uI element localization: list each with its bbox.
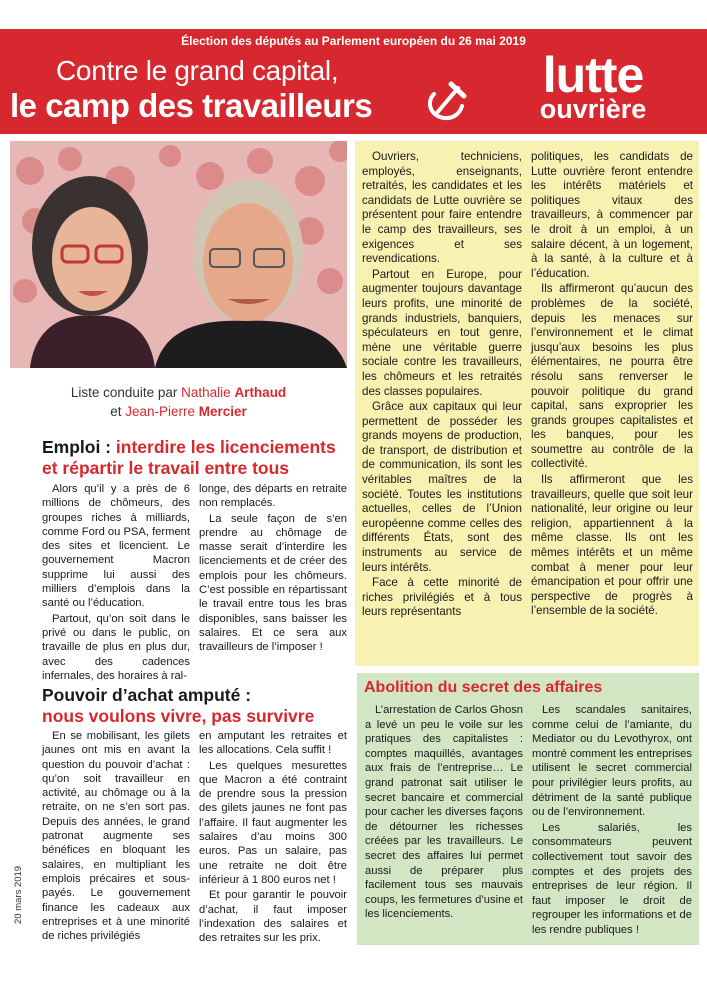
green-col2: Les scandales sanitaires, comme celui de l’amiante, du Mediator ou du Levothyrox, ont montré comment les entreprises utilisent le secret commercial pour privilégier leurs profits, au détriment de la santé publique ou de l’environnement. Les salariés, les consommateurs peuvent collectivement tout savoir des comptes et des projets des entreprises de leur région. Il faut imposer le droit de regrouper les informations et de les rendre publiques ! — [532, 704, 692, 936]
side-date: 20 mars 2019 — [13, 865, 24, 924]
yellow-col1: Ouvriers, techniciens, employés, enseignants, retraités, les candidates et les candidats de Lutte ouvrière se présentent pour faire entendre le camp des travailleurs, ses exigences et ses revendications. Partout en Europe, pour augmenter toujours davantage leurs profits, une minorité de grands industriels, banquiers, spéculateurs en tout genre, mène une véritable guerre sociale contre les travailleurs, les chômeurs et les retraités des classes populaires. Grâce aux capitaux qui leur permettent de posséder les grands moyens de production, de transport, de distribution et de communication, ils sont les véritables maîtres de la société. Toutes les institutions actuelles, celles de l’Union européenne comme celles des différents États, sont des instruments au service de leurs intérêts. Face à cette minorité de riches privilégiés et à tous leurs représentants — [362, 150, 522, 619]
election-line: Élection des députés au Parlement européen du 26 mai 2019 — [181, 34, 526, 48]
headline-line1: Contre le grand capital, — [56, 55, 339, 86]
candidates-photo — [10, 141, 347, 368]
headline-line2: le camp des travailleurs — [10, 87, 373, 124]
hammer-sickle-icon — [424, 80, 468, 122]
photo-caption: Liste conduite par Nathalie Arthaud et Jean-Pierre Mercier — [70, 385, 287, 419]
logo-word-ouvriere: ouvrière — [539, 94, 647, 124]
yellow-col2: politiques, les candidats de Lutte ouvrière feront entendre les intérêts matériels et politiques vitaux des travailleurs, à commencer par le droit à un emploi, à un salaire décent, à un logement, à la santé, à la culture et à l’éducation. Ils affirmeront qu’aucun des problèmes de la société, depuis les menaces sur l’environnement et le climat jusqu’aux besoins les plus élémentaires, ne pourra être résolu sans renverser le pouvoir politique du grand capital, sans exproprier les grands groupes capitalistes et les banques, pour les soumettre au contrôle de la collectivité. Ils affirmeront que les travailleurs, quelle que soit leur nationalité, leur origine ou leur religion, appartiennent à la même classe. Ils ont les mêmes intérêts et un même combat à mener pour leur émancipation et pour offrir une perspective de progrès à l’ensemble de la société. — [531, 150, 693, 618]
green-box-title: Abolition du secret des affaires — [364, 679, 603, 696]
emploi-col2: longe, des départs en retraite non remplacés. La seule façon de s’en prendre au chômage de masse serait d’interdire les licenciements et de créer des emplois pour les chômeurs. C’est possible en répartissant le travail entre tous les bras disponibles, sans baisser les salaires. Et ce sera aux travailleurs de l’imposer ! — [199, 483, 347, 654]
green-col1: L’arrestation de Carlos Ghosn a levé un peu le voile sur les pratiques des capitalistes : comptes maquillés, avantages aux frais de l’entreprise… Le grand patronat sait utiliser le secret bancaire et commercial pour cacher les diverses façons de détourner les richesses créées par les travailleurs. Le secret des affaires lui permet aussi de préparer plus facilement tous ses mauvais coups, les fermetures d’usine et les licenciements. — [365, 704, 524, 921]
emploi-col1: Alors qu’il y a près de 6 millions de chômeurs, des groupes riches à milliards, comme Ford ou PSA, ferment des sites et licencient. Le gouvernement Macron supprime lui aussi des milliers d’emplois dans la santé ou l’éducation. Partout, qu’on soit dans le privé ou dans le public, on travaille de plus en plus dur, avec des cadences infernales, des horaires à ral- — [42, 483, 190, 682]
lutte-ouvriere-logo — [488, 47, 698, 128]
pouvoir-heading: Pouvoir d’achat amputé : nous voulons vivre, pas survivre — [42, 685, 315, 726]
pouvoir-col2: en amputant les retraites et les allocations. Cela suffit ! Les quelques mesurettes que Macron a été contraint de prendre sous la pression des gilets jaunes ne font pas l’affaire. Il faut augmenter les salaires d’au moins 300 euros. Pas un salaire, pas une retraite ne doit être inférieur à 1 800 euros net ! Et pour garantir le pouvoir d’achat, il faut imposer l’indexation des salaires et des retraites sur les prix. — [199, 730, 347, 945]
pouvoir-col1: En se mobilisant, les gilets jaunes ont mis en avant la question du pouvoir d’achat : qu’on soit travailleur en activité, au chômage ou à la retraite, on ne s’en sort pas. Depuis des années, le grand patronat augmente ses bénéfices en bloquant les salaires, en multipliant les emplois précaires et sous-payés. Le gouvernement finance les cadeaux aux entreprises et à une minorité de riches privilégiés — [42, 730, 190, 943]
logo-word-lutte: lutte — [542, 47, 644, 103]
emploi-heading: Emploi : interdire les licenciements et répartir le travail entre tous — [42, 437, 336, 478]
